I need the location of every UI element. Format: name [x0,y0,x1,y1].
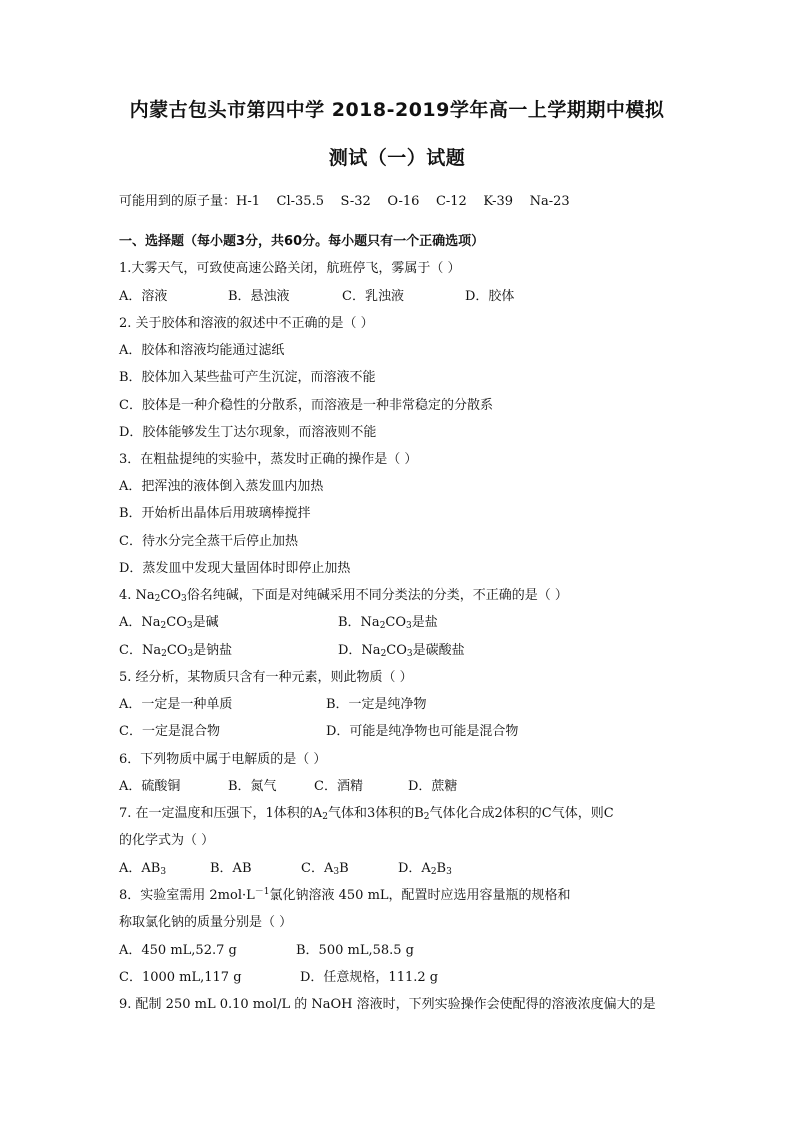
q6-option-c: C．酒精 [314,779,363,794]
q2-option-c: C．胶体是一种介稳性的分散系，而溶液是一种非常稳定的分散系 [119,398,493,413]
q7-option-d: D．$A_2B_3$ [398,861,452,877]
title-line-1: 内蒙古包头市第四中学 2018-2019学年高一上学期期中模拟 [129,99,665,121]
q8-option-a: A．450 mL,52.7 g [119,943,237,958]
q4-option-b: B．$Na_2CO_3$是盐 [338,615,438,631]
q3-option-d: D．蒸发皿中发现大量固体时即停止加热 [119,561,351,576]
q5-option-a: A．一定是一种单质 [119,697,233,712]
q3-option-b: B．开始析出晶体后用玻璃棒搅拌 [119,506,311,521]
q7-stem-line-2: 的化学式为（ ） [119,833,215,848]
q2-option-a: A．胶体和溶液均能通过滤纸 [119,343,285,358]
q3-stem: 3．在粗盐提纯的实验中，蒸发时正确的操作是（ ） [119,452,418,467]
q8-option-b: B．500 mL,58.5 g [296,943,414,958]
q4-option-c: C．$Na_2CO_3$是钠盐 [119,643,233,659]
q8-option-d: D．任意规格，111.2 g [300,970,439,985]
atomic-masses: 可能用到的原子量：H-1 Cl-35.5 S-32 O-16 C-12 K-39 Na-23 [119,194,570,209]
q7-option-b: B．AB [210,861,252,876]
q6-stem: 6．下列物质中属于电解质的是（ ） [119,752,327,767]
q5-stem: 5. 经分析，某物质只含有一种元素，则此物质（ ） [119,670,413,685]
q2-stem: 2. 关于胶体和溶液的叙述中不正确的是（ ） [119,316,374,331]
q1-option-b: B．悬浊液 [228,289,290,304]
section-heading: 一、选择题（每小题3分，共60分。每小题只有一个正确选项） [119,234,485,249]
q5-option-d: D．可能是纯净物也可能是混合物 [326,724,519,739]
q1-option-c: C．乳浊液 [342,289,404,304]
q6-option-b: B．氮气 [228,779,277,794]
q8-option-c: C．1000 mL,117 g [119,970,242,985]
q8-stem: 8．实验室需用 $2mol\cdot L^{-1}$氯化钠溶液 450 mL，配置时应选用容量瓶的规格和 [119,887,571,903]
q6-option-d: D．蔗糖 [408,779,458,794]
q1-stem: 1.大雾天气，可致使高速公路关闭，航班停飞，雾属于（ ） [119,261,461,276]
q2-option-b: B．胶体加入某些盐可产生沉淀，而溶液不能 [119,370,376,385]
q5-option-b: B．一定是纯净物 [326,697,427,712]
q4-option-d: D．$Na_2CO_3$是碳酸盐 [338,643,465,659]
q1-option-a: A．溶液 [119,289,168,304]
q7-option-a: A．$AB_3$ [119,861,167,877]
q6-option-a: A．硫酸铜 [119,779,181,794]
q9-stem: 9. 配制 250 mL 0.10 mol/L 的 NaOH 溶液时，下列实验操作会使配得的溶液浓度偏大的是 [119,997,656,1012]
q7-stem: 7. 在一定温度和压强下，1体积的$A_2$气体和3体积的$B_2$气体化合成2体积的C气体，则C [119,806,614,822]
q4-option-a: A．$Na_2CO_3$是碱 [119,615,219,631]
q2-option-d: D．胶体能够发生丁达尔现象，而溶液则不能 [119,425,377,440]
q4-stem: 4. $Na_2CO_3$俗名纯碱，下面是对纯碱采用不同分类法的分类，不正确的是（ ） [119,588,568,604]
q3-option-a: A．把浑浊的液体倒入蒸发皿内加热 [119,479,324,494]
q3-option-c: C．待水分完全蒸干后停止加热 [119,534,298,549]
q1-option-d: D．胶体 [465,289,515,304]
title-line-2: 测试（一）试题 [328,147,466,169]
q5-option-c: C．一定是混合物 [119,724,220,739]
q8-stem-line-2: 称取氯化钠的质量分别是（ ） [119,915,293,930]
q7-option-c: C．$A_3B$ [301,861,349,877]
